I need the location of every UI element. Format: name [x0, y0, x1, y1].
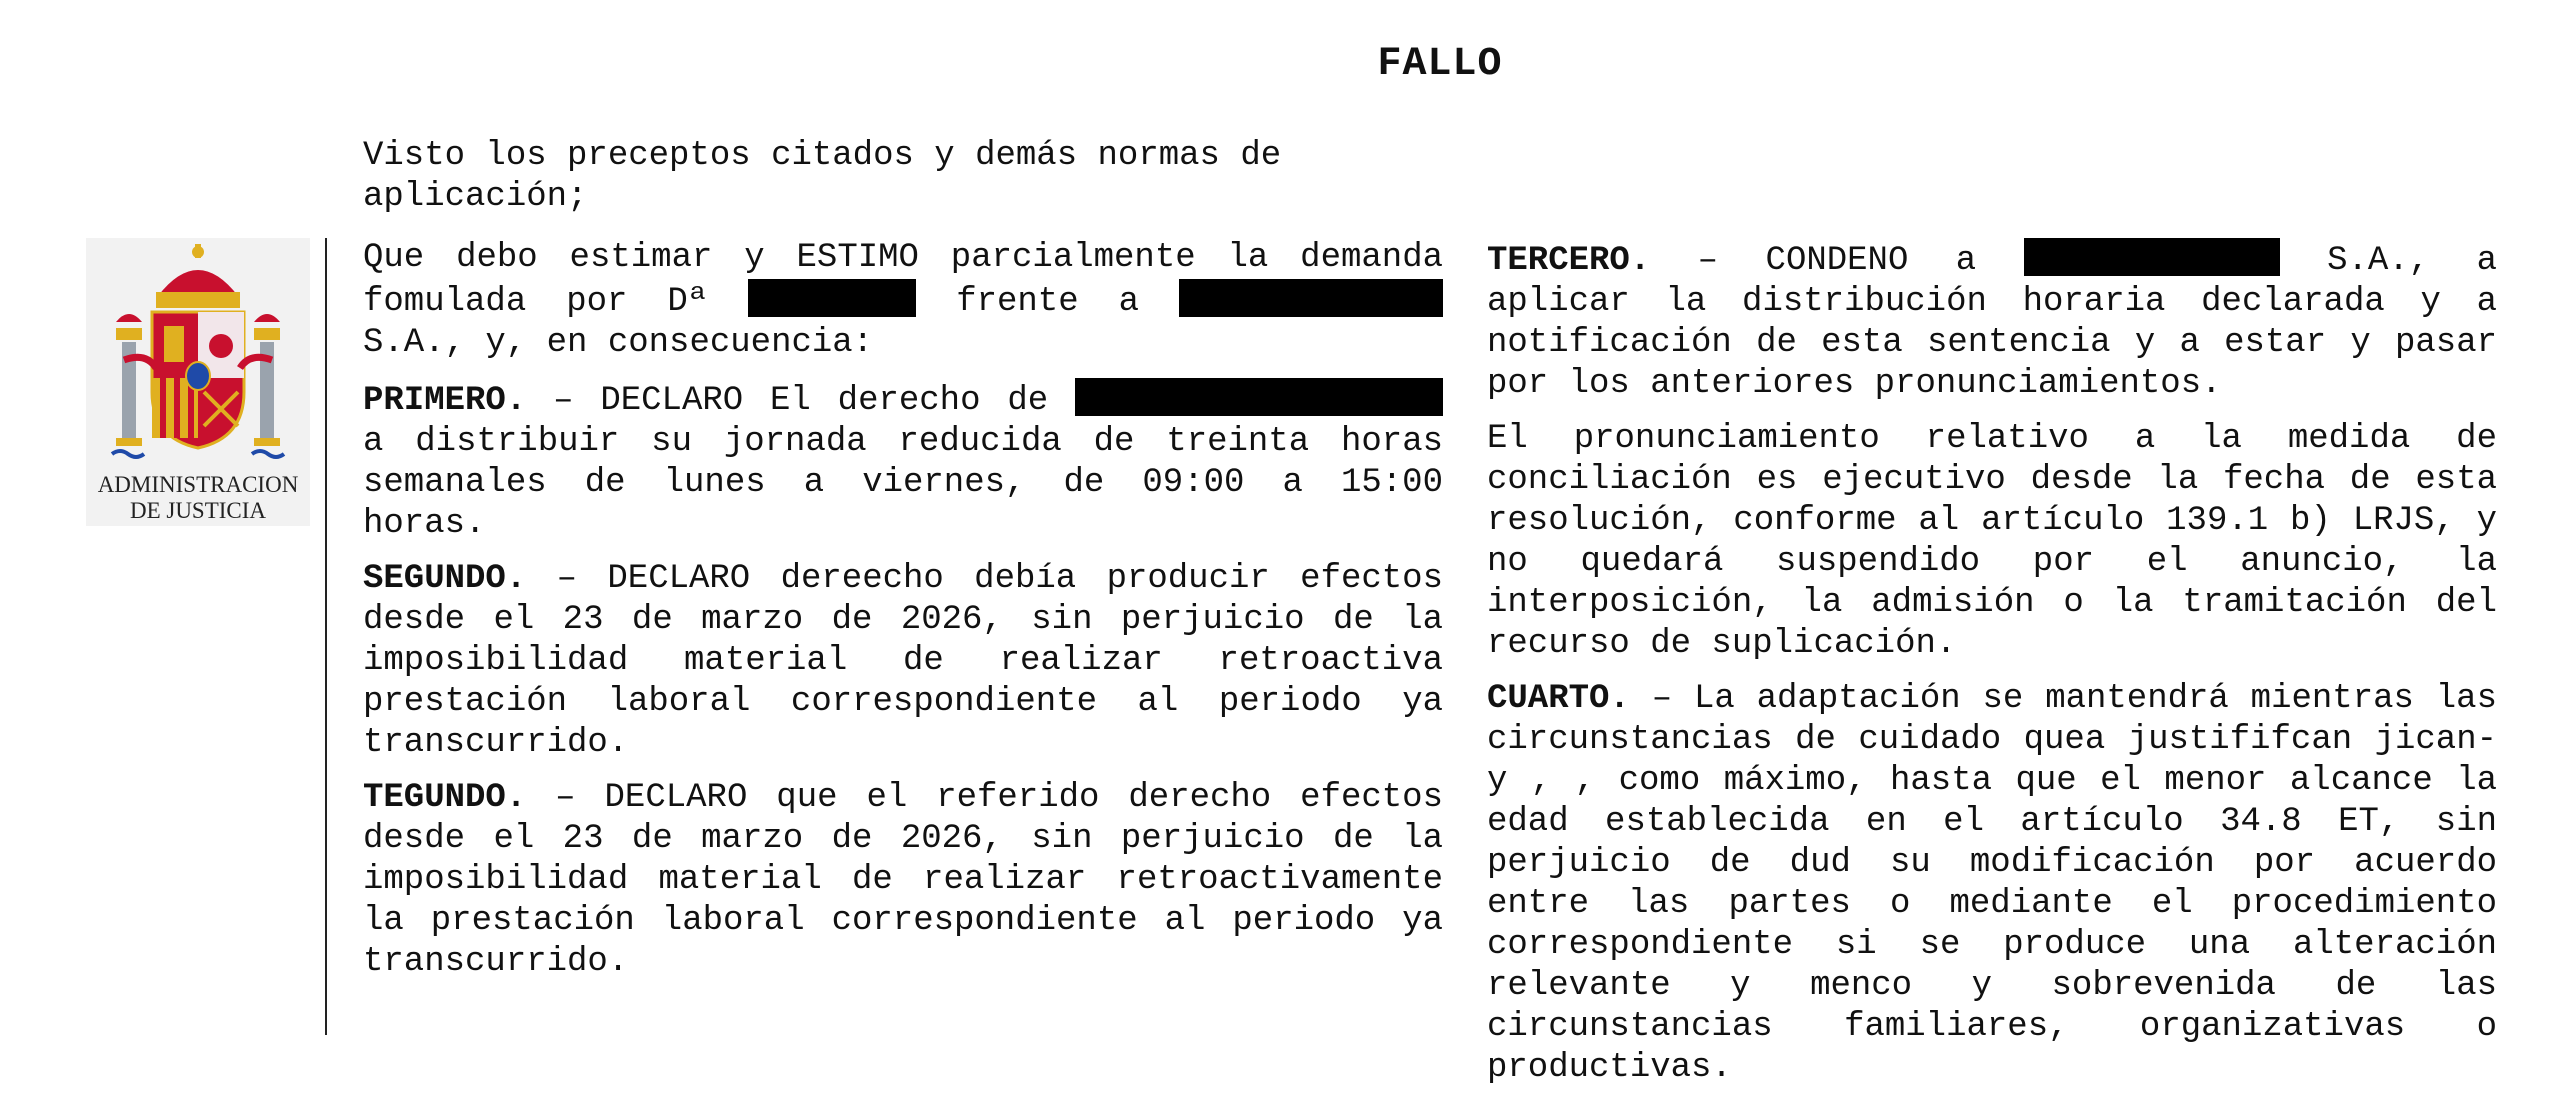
- estimo-text-c: S.A., y, en consecuencia:: [363, 324, 874, 362]
- estimo-paragraph: [363, 238, 1443, 364]
- estimo-text-b: frente a: [956, 283, 1139, 321]
- tercero-text-a: – CONDENO a: [1650, 242, 2024, 280]
- estimo-text-a: Que debo estimar y ESTIMO parcialmente la demanda fomulada por Dª: [363, 239, 1443, 321]
- margin-rule: [325, 238, 327, 1035]
- tercero-text-b: S.A., a aplicar la distribución horaria declarada y a notificación de esta sentencia y a estar y pasar por los anteriores pronunciamientos.: [1487, 242, 2497, 403]
- tercero-label: TERCERO.: [1487, 242, 1651, 280]
- cuarto-text: – La adaptación se mantendrá mientras las circunstancias de cuidado quea justififcan jican-y , , como máximo, hasta que el menor alcance la edad establecida en el artículo 34.8 ET, sin perjuicio de dud su modificación por acuerdo entre las partes o mediante el procedimiento correspondiente si se produce una alteración relevante y menco y sobrevenida de las circunstancias familiares, organizativas o productivas.: [1487, 680, 2497, 1087]
- primero-label: PRIMERO.: [363, 382, 527, 420]
- redaction-bar: [1075, 378, 1443, 416]
- tegundo-text: – DECLARO que el referido derecho efectos desde el 23 de marzo de 2026, sin perjuicio de la imposibilidad material de realizar retroactivamente la prestación laboral correspondiente al periodo ya transcurrido.: [363, 779, 1443, 981]
- primero-paragraph: [363, 378, 1443, 545]
- cuarto-paragraph: [1487, 679, 2497, 1089]
- intro-paragraph: Visto los preceptos citados y demás normas de aplicación;: [363, 137, 1282, 216]
- tegundo-paragraph: [363, 778, 1443, 983]
- cuarto-label: CUARTO.: [1487, 680, 1630, 718]
- logo-text-line2: DE JUSTICIA: [129, 498, 267, 523]
- left-column: [363, 238, 1443, 997]
- pronunciamiento-paragraph: El pronunciamiento relativo a la medida de conciliación es ejecutivo desde la fecha de esta resolución, conforme al artículo 139.1 b) LRJS, y no quedará suspendido por el anuncio, la interposición, la admisión o la tramitación del recurso de suplicación.: [1487, 420, 2497, 663]
- segundo-text: – DECLARO dereecho debía producir efectos desde el 23 de marzo de 2026, sin perjuicio de la imposibilidad material de realizar retroactiva prestación laboral correspondiente al periodo ya transcurrido.: [363, 560, 1443, 762]
- redaction-bar: [1179, 279, 1443, 317]
- segundo-label: SEGUNDO.: [363, 560, 527, 598]
- tercero-paragraph: [1487, 238, 2497, 405]
- redaction-bar: [2024, 238, 2280, 276]
- logo-text-line1: ADMINISTRACION: [97, 472, 299, 497]
- tegundo-label: TEGUNDO.: [363, 779, 527, 817]
- primero-text-a: – DECLARO El derecho de: [526, 382, 1075, 420]
- primero-text-b: a distribuir su jornada reducida de treinta horas semanales de lunes a viernes, de 09:00 a 15:00 horas.: [363, 423, 1443, 543]
- segundo-paragraph: [363, 559, 1443, 764]
- right-column: [1487, 238, 2497, 1103]
- administracion-justicia-logo: [86, 238, 310, 526]
- redaction-bar: [748, 279, 916, 317]
- page-title: FALLO: [1377, 42, 1503, 87]
- coat-of-arms-icon: [106, 242, 290, 468]
